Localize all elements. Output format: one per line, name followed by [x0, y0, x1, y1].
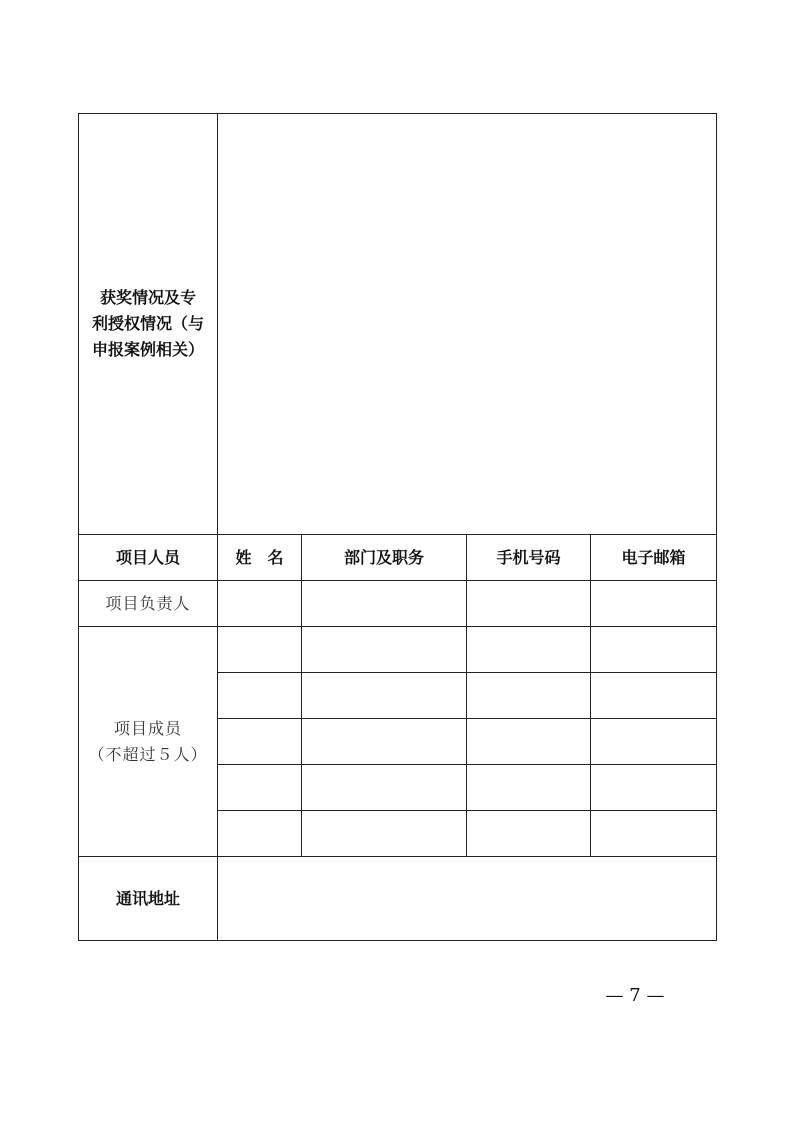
member-row: [79, 627, 717, 673]
member-name-cell[interactable]: [218, 719, 302, 765]
members-limit-note: （不超过５人）: [88, 744, 208, 764]
member-name-cell[interactable]: [218, 627, 302, 673]
awards-label-line: 获奖情况及专: [99, 288, 196, 307]
member-email-cell[interactable]: [591, 627, 717, 673]
application-form-table: [78, 113, 717, 941]
column-header-department: 部门及职务: [302, 535, 467, 581]
member-department-cell[interactable]: [302, 673, 467, 719]
member-email-cell[interactable]: [591, 811, 717, 857]
awards-label-line: 申报案例相关）: [91, 340, 204, 359]
member-email-cell[interactable]: [591, 673, 717, 719]
member-name-cell[interactable]: [218, 765, 302, 811]
member-department-cell[interactable]: [302, 719, 467, 765]
member-phone-cell[interactable]: [467, 811, 591, 857]
awards-label-cell: [79, 114, 218, 535]
member-department-cell[interactable]: [302, 627, 467, 673]
member-name-cell[interactable]: [218, 811, 302, 857]
members-label-cell: [79, 627, 218, 857]
member-email-cell[interactable]: [591, 719, 717, 765]
leader-row: [79, 581, 717, 627]
members-label: 项目成员: [113, 718, 182, 738]
member-email-cell[interactable]: [591, 765, 717, 811]
member-name-cell[interactable]: [218, 673, 302, 719]
member-phone-cell[interactable]: [467, 765, 591, 811]
column-header-email: 电子邮箱: [591, 535, 717, 581]
member-phone-cell[interactable]: [467, 719, 591, 765]
member-department-cell[interactable]: [302, 765, 467, 811]
leader-label: 项目负责人: [79, 581, 218, 627]
member-phone-cell[interactable]: [467, 627, 591, 673]
page-number: — 7 —: [605, 985, 665, 1006]
leader-phone-cell[interactable]: [467, 581, 591, 627]
address-input-cell[interactable]: [218, 857, 717, 941]
address-label: 通讯地址: [79, 857, 218, 941]
awards-label-line: 利授权情况（与: [91, 314, 204, 333]
personnel-header-row: [79, 535, 717, 581]
leader-department-cell[interactable]: [302, 581, 467, 627]
column-header-name: 姓 名: [218, 535, 302, 581]
awards-row: [79, 114, 717, 535]
personnel-label: 项目人员: [79, 535, 218, 581]
member-department-cell[interactable]: [302, 811, 467, 857]
column-header-phone: 手机号码: [467, 535, 591, 581]
awards-input-cell[interactable]: [218, 114, 717, 535]
address-row: [79, 857, 717, 941]
member-phone-cell[interactable]: [467, 673, 591, 719]
leader-email-cell[interactable]: [591, 581, 717, 627]
leader-name-cell[interactable]: [218, 581, 302, 627]
